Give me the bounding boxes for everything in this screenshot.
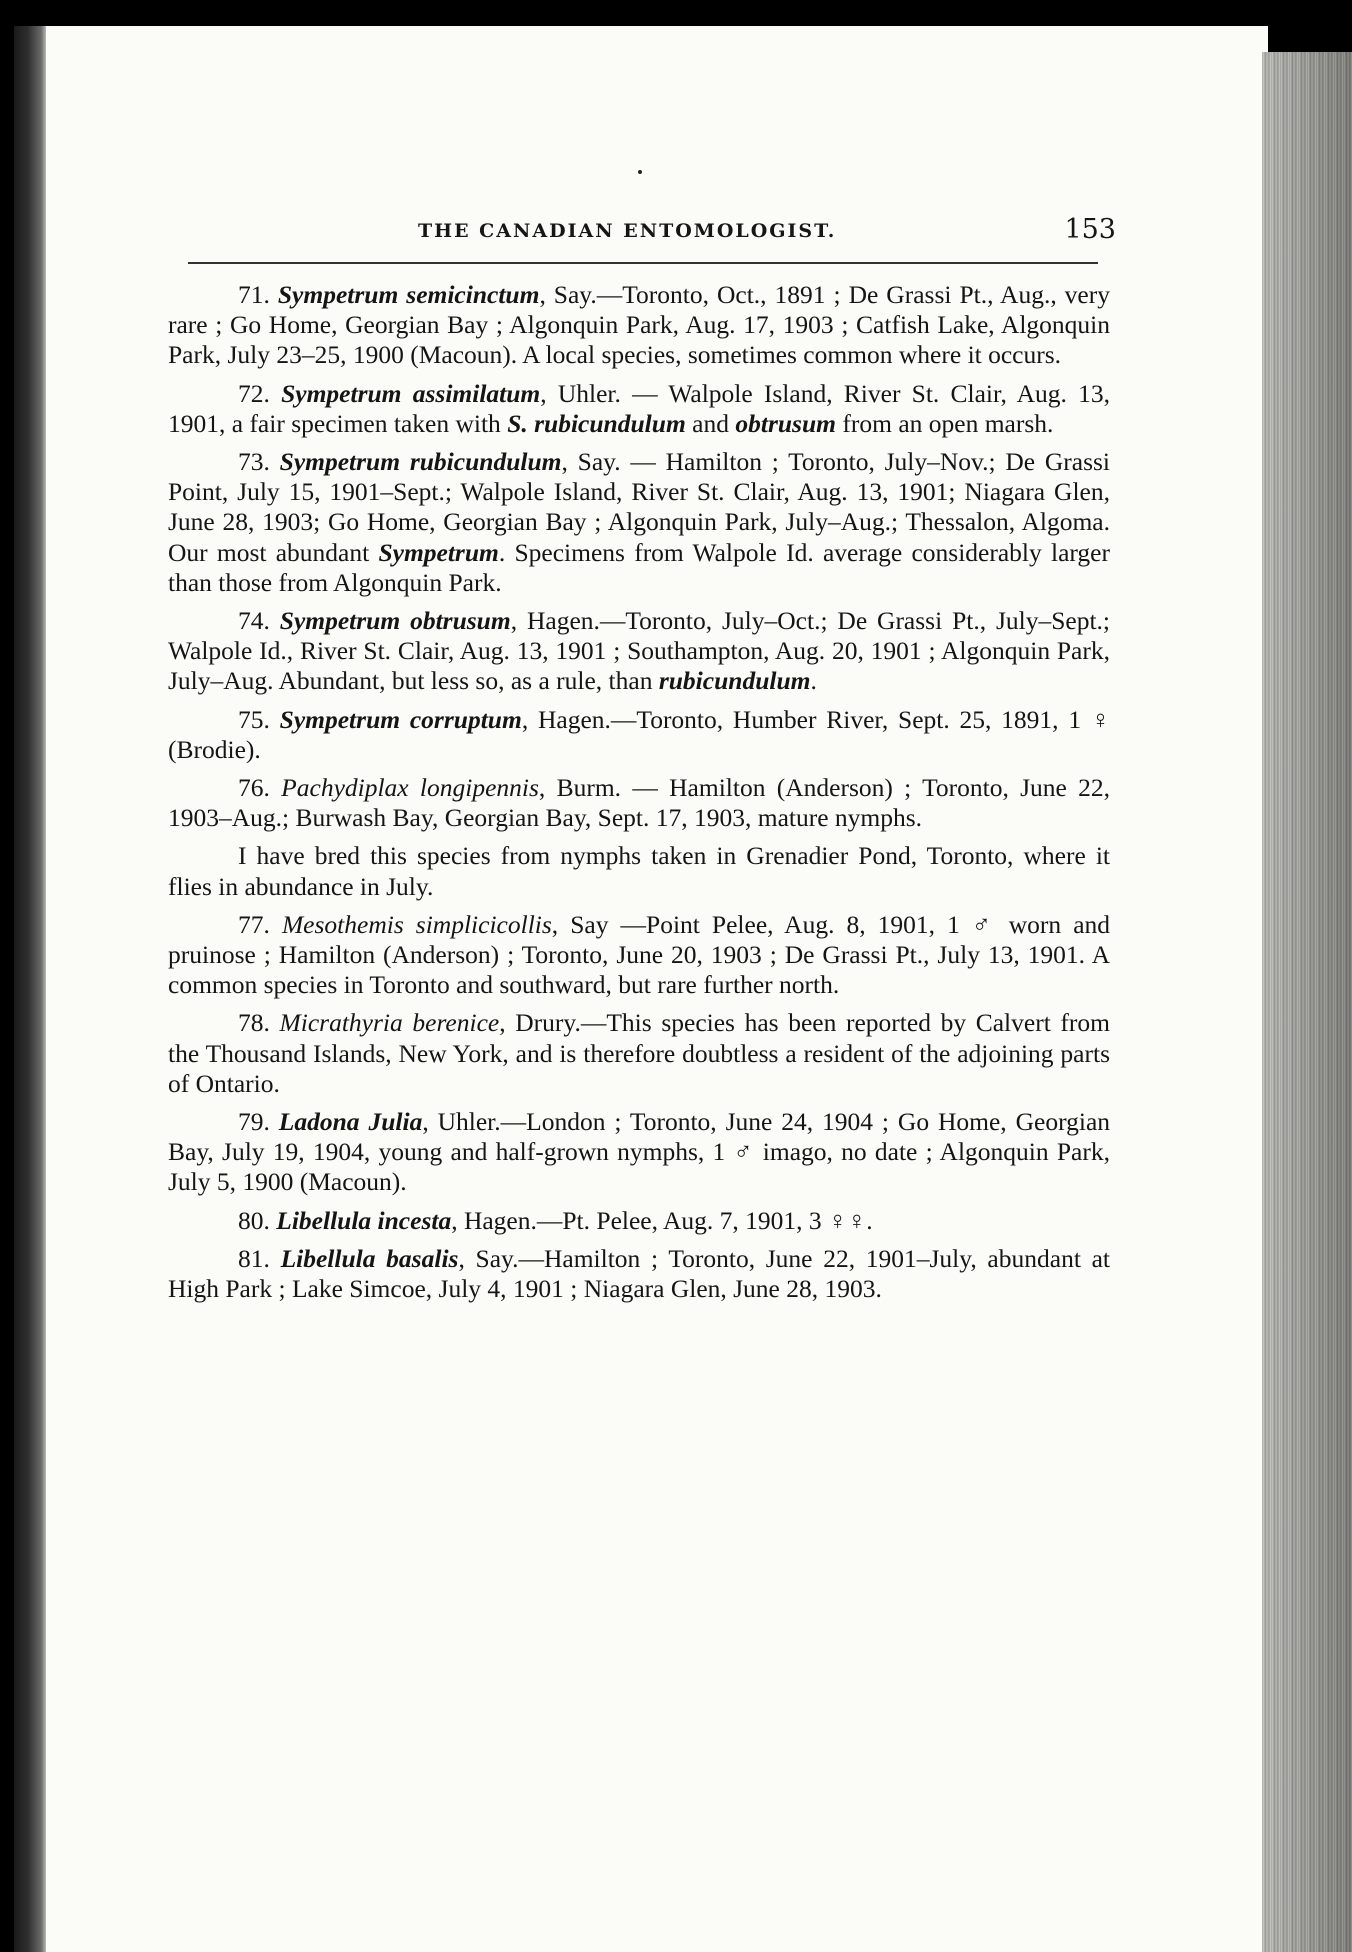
species-reference: obtrusum: [735, 408, 836, 438]
page-number: 153: [1064, 214, 1116, 245]
entry-text: , Say.—Toronto, Oct., 1891 ; De Grassi Pt., Aug., very rare ; Go Home, Georgian Bay ; Algonquin Park, Aug. 17, 1903 ; Catfish Lake, Algonquin Park, July 23–25, 1900 (Macoun). A local species, sometimes common where it occurs.: [168, 280, 1110, 370]
entry-76: [168, 773, 1110, 833]
entry-text: from an open marsh.: [836, 408, 1054, 438]
species-name: Sympetrum rubicundulum: [279, 447, 562, 477]
entry-81: [168, 1244, 1110, 1304]
header-rule: [188, 262, 1098, 264]
entry-number: 72.: [238, 378, 270, 408]
entry-number: 77.: [238, 909, 270, 939]
binding-shadow: [14, 26, 48, 1952]
body-text: [168, 280, 1110, 1312]
page-header: [188, 214, 1116, 254]
entry-79: [168, 1107, 1110, 1198]
entry-text: , Uhler. — Walpole Island, River St. Clair, Aug. 13, 1901, a fair specimen taken with: [168, 378, 1111, 438]
species-name: Ladona Julia: [278, 1107, 423, 1137]
species-name: Micrathyria berenice: [279, 1008, 500, 1038]
species-reference: rubicundulum: [658, 666, 811, 696]
entry-text: and: [685, 408, 736, 438]
entry-text: I have bred this species from nymphs taken in Grenadier Pond, Toronto, where it flies in abundance in July.: [168, 841, 1110, 901]
entry-text: , Say —Point Pelee, Aug. 8, 1901, 1 ♂ worn and pruinose ; Hamilton (Anderson) ; Toronto, June 20, 1903 ; De Grassi Pt., July 13, 1901. A common species in Toronto and southward, but rare further north.: [168, 909, 1111, 1000]
ink-speck: [638, 170, 642, 174]
species-name: Sympetrum assimilatum: [281, 378, 541, 408]
entry-78: [168, 1008, 1110, 1099]
entry-71: [168, 280, 1110, 371]
page-edges: [1262, 52, 1352, 1952]
entry-text: , Drury.—This species has been reported by Calvert from the Thousand Islands, New York, and is therefore doubtless a resident of the adjoining parts of Ontario.: [168, 1008, 1110, 1098]
entry-number: 78.: [238, 1008, 270, 1038]
running-head: THE CANADIAN ENTOMOLOGIST.: [418, 220, 837, 242]
species-name: Pachydiplax longipennis: [281, 773, 539, 803]
entry-73: [168, 447, 1110, 598]
entry-text: , Hagen.—Pt. Pelee, Aug. 7, 1901, 3 ♀♀.: [451, 1205, 873, 1235]
entry-80: [168, 1206, 1110, 1236]
entry-number: 75.: [238, 704, 270, 734]
species-name: Sympetrum semicinctum: [277, 280, 540, 309]
species-name: Libellula basalis: [280, 1243, 459, 1273]
entry-text: , Burm. — Hamilton (Anderson) ; Toronto, June 22, 1903–Aug.; Burwash Bay, Georgian Bay, Sept. 17, 1903, mature nymphs.: [168, 773, 1111, 833]
species-reference: S. rubicundulum: [507, 408, 686, 438]
entry-number: 74.: [238, 606, 270, 636]
entry-text: , Say.—Hamilton ; Toronto, June 22, 1901–July, abundant at High Park ; Lake Simcoe, July 4, 1901 ; Niagara Glen, June 28, 1903.: [168, 1243, 1110, 1304]
entry-text: . Specimens from Walpole Id. average considerably larger than those from Algonquin Park.: [168, 537, 1110, 597]
entry-number: 73.: [238, 447, 270, 477]
entry-number: 79.: [238, 1107, 270, 1137]
entry-number: 80.: [238, 1205, 270, 1235]
species-name: Mesothemis simplicicollis: [281, 909, 552, 939]
entry-text: .: [810, 666, 817, 696]
entry-text: , Uhler.—London ; Toronto, June 24, 1904 ; Go Home, Georgian Bay, July 19, 1904, young and half-grown nymphs, 1 ♂ imago, no date ; Algonquin Park, July 5, 1900 (Macoun).: [168, 1107, 1111, 1197]
entry-75: [168, 705, 1110, 765]
entry-number: 76.: [238, 773, 270, 803]
species-name: Sympetrum obtrusum: [279, 606, 511, 636]
entry-text: , Hagen.—Toronto, Humber River, Sept. 25, 1891, 1 ♀ (Brodie).: [168, 704, 1110, 764]
species-name: Libellula incesta: [276, 1205, 452, 1235]
entry-76-note: [168, 841, 1110, 901]
entry-text: , Hagen.—Toronto, July–Oct.; De Grassi Pt., July–Sept.; Walpole Id., River St. Clair, Aug. 13, 1901 ; Southampton, Aug. 20, 1901 ; Algonquin Park, July–Aug. Abundant, but less so, as a rule, than: [168, 606, 1111, 696]
entry-number: 81.: [238, 1243, 270, 1273]
species-name: Sympetrum corruptum: [279, 704, 522, 734]
entry-77: [168, 910, 1110, 1001]
entry-text: , Say. — Hamilton ; Toronto, July–Nov.; De Grassi Point, July 15, 1901–Sept.; Walpole Island, River St. Clair, Aug. 13, 1901; Niagara Glen, June 28, 1903; Go Home, Georgian Bay ; Algonquin Park, July–Aug.; Thessalon, Algoma. Our most abundant: [168, 447, 1111, 567]
entry-number: 71.: [238, 280, 270, 309]
entry-72: [168, 379, 1110, 439]
species-reference: Sympetrum: [378, 537, 499, 567]
entry-74: [168, 606, 1110, 697]
